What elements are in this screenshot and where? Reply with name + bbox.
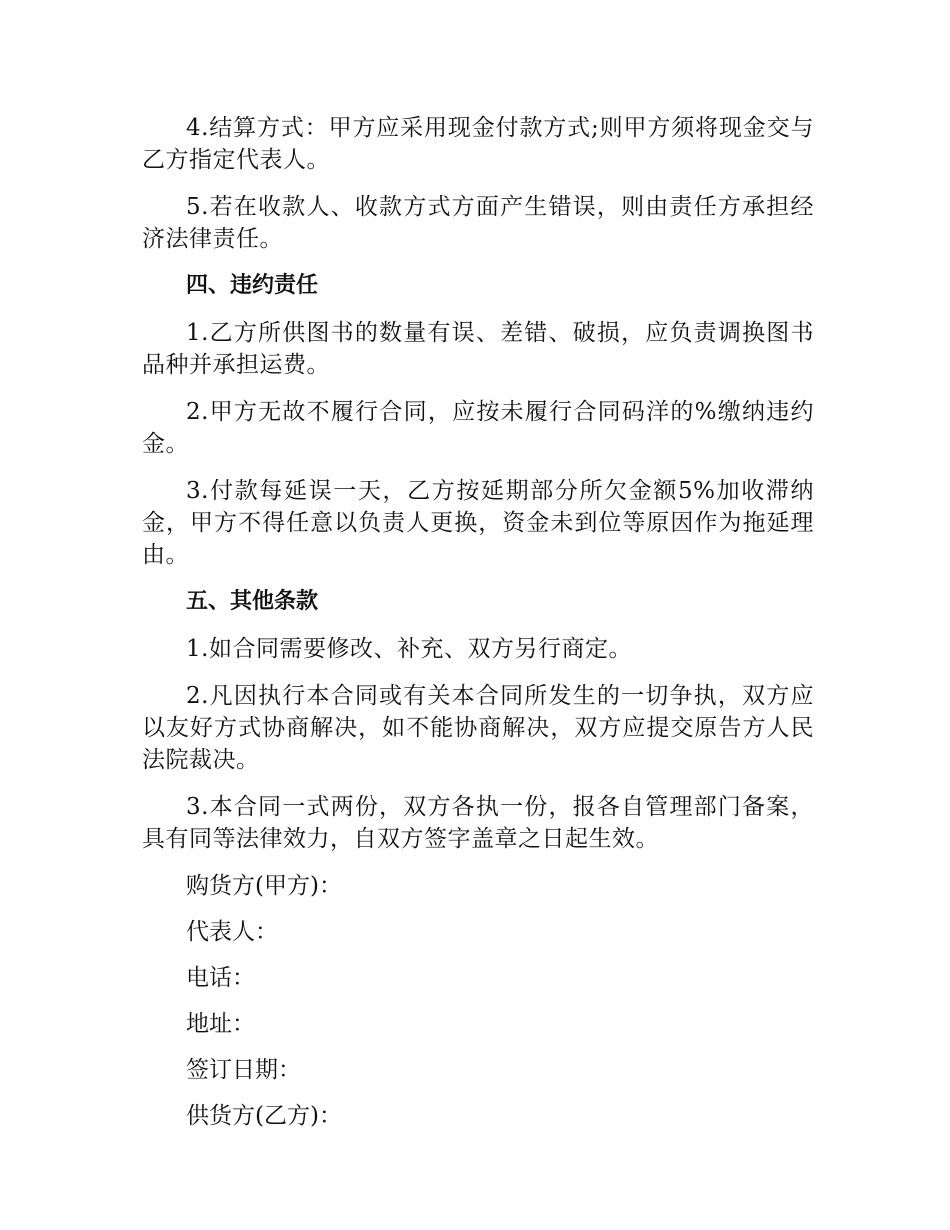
clause-copies-effect: 3.本合同一式两份，双方各执一份，报各自管理部门备案，具有同等法律效力，自双方签字盖章之日起生效。 (142, 794, 814, 852)
signature-buyer-label: 购货方(甲方)： (186, 873, 342, 899)
section-heading-liability: 四、违约责任 (186, 273, 319, 298)
signature-address-label: 地址： (186, 1011, 255, 1037)
signature-representative-label: 代表人： (186, 919, 278, 945)
signature-supplier-label: 供货方(乙方)： (186, 1103, 342, 1129)
clause-late-payment: 3.付款每延误一天，乙方按延期部分所欠金额5%加收滞纳金，甲方不得任意以负责人更换，资金未到位等原因作为拖延理由。 (142, 478, 814, 568)
contract-page (142, 112, 814, 1146)
clause-settlement-method: 4.结算方式：甲方应采用现金付款方式;则甲方须将现金交与乙方指定代表人。 (142, 115, 814, 173)
clause-amendment: 1.如合同需要修改、补充、双方另行商定。 (186, 636, 632, 662)
clause-dispute-resolution: 2.凡因执行本合同或有关本合同所发生的一切争执，双方应以友好方式协商解决，如不能协商解决，双方应提交原告方人民法院裁决。 (142, 683, 814, 773)
section-heading-other-terms: 五、其他条款 (186, 589, 319, 614)
clause-payment-error: 5.若在收款人、收款方式方面产生错误，则由责任方承担经济法律责任。 (142, 194, 814, 252)
signature-date-label: 签订日期： (186, 1057, 301, 1083)
signature-phone-label: 电话： (186, 965, 255, 991)
clause-breach-penalty: 2.甲方无故不履行合同，应按未履行合同码洋的%缴纳违约金。 (142, 399, 814, 457)
clause-book-defects: 1.乙方所供图书的数量有误、差错、破损，应负责调换图书品种并承担运费。 (142, 320, 814, 378)
